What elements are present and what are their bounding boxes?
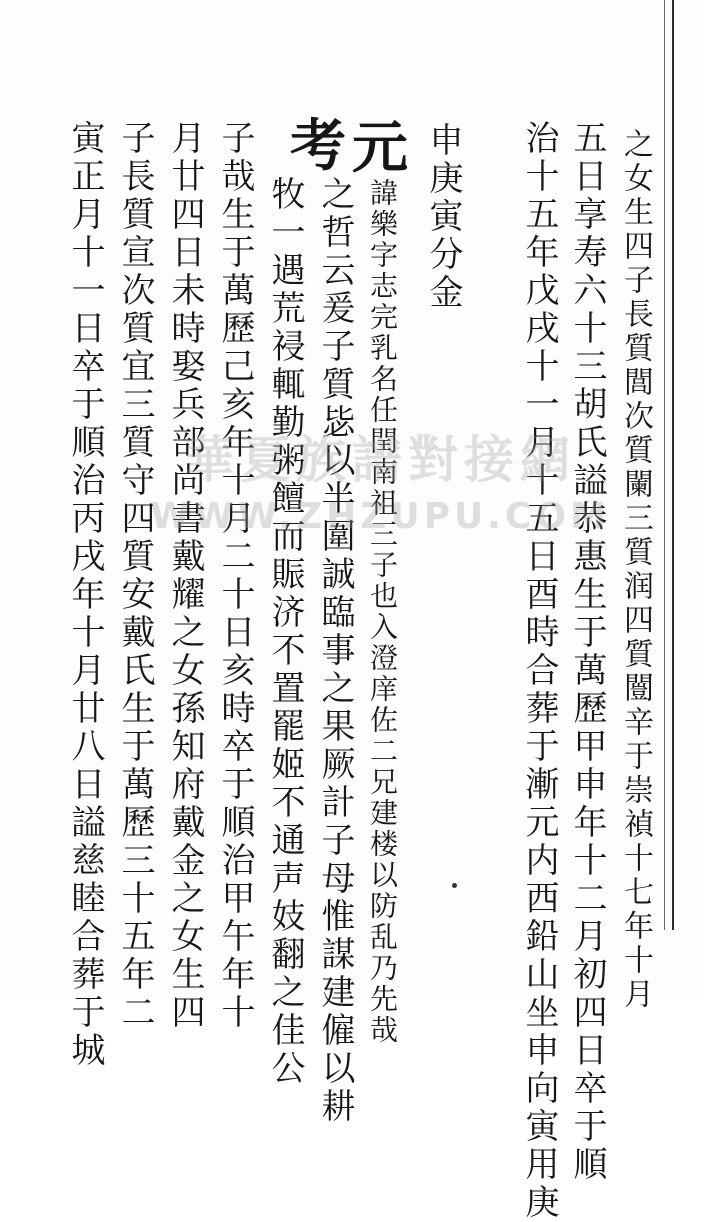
text-column-2: 五日享寿六十三胡氏謚恭惠生于萬歷甲申年十二月初四日卒于順 (567, 120, 607, 1184)
text-column-4: 申庚寅分金 (423, 122, 463, 312)
text-column-1: 之女生四子長質閭次質闌三質润四質闓辛于崇禎十七年十月 (618, 128, 653, 1012)
text-column-12: 寅正月十一日卒于順治丙戌年十月廿八日謚慈睦合葬于城 (65, 120, 105, 1070)
ink-dot (452, 883, 457, 888)
text-column-11: 子長質宣次質宜三質守四質安戴氏生于萬歷三十五年二 (115, 120, 155, 1032)
page-border-inner-line (664, 0, 665, 930)
watermark-chinese-text: 華夏族譜對接網 (184, 431, 576, 489)
text-column-9: 子哉生于萬歷己亥年十月二十日亥時卒于順治甲午年十 (215, 120, 255, 1032)
text-column-3: 治十五年戊戌十一月十五日酉時合葬于漸元内西鉛山坐申向寅用庚 (519, 120, 559, 1222)
page-border-line (672, 0, 674, 930)
section-title-char-1: 元 (352, 115, 408, 181)
section-title-char-2: 考 (290, 113, 346, 179)
text-column-10: 月廿四日未時娶兵部尚書戴耀之女孫知府戴金之女生四 (165, 120, 205, 1032)
text-column-7: 之哲云爰子質毖以半圍誠臨事之果厥計子母惟謀建僱以耕 (315, 176, 355, 1126)
text-column-6: 諱樂字志完乳名任閏南祖三子也入澄庠佐二兄建楼以防乱乃先哉 (366, 178, 399, 1046)
text-column-8: 牧一遇荒祲輒勤粥饘而賑济不置罷姬不通声妓翻之佳公 (265, 176, 305, 1088)
watermark-url-text: WWW.ZHZUPU.COM (150, 496, 610, 537)
